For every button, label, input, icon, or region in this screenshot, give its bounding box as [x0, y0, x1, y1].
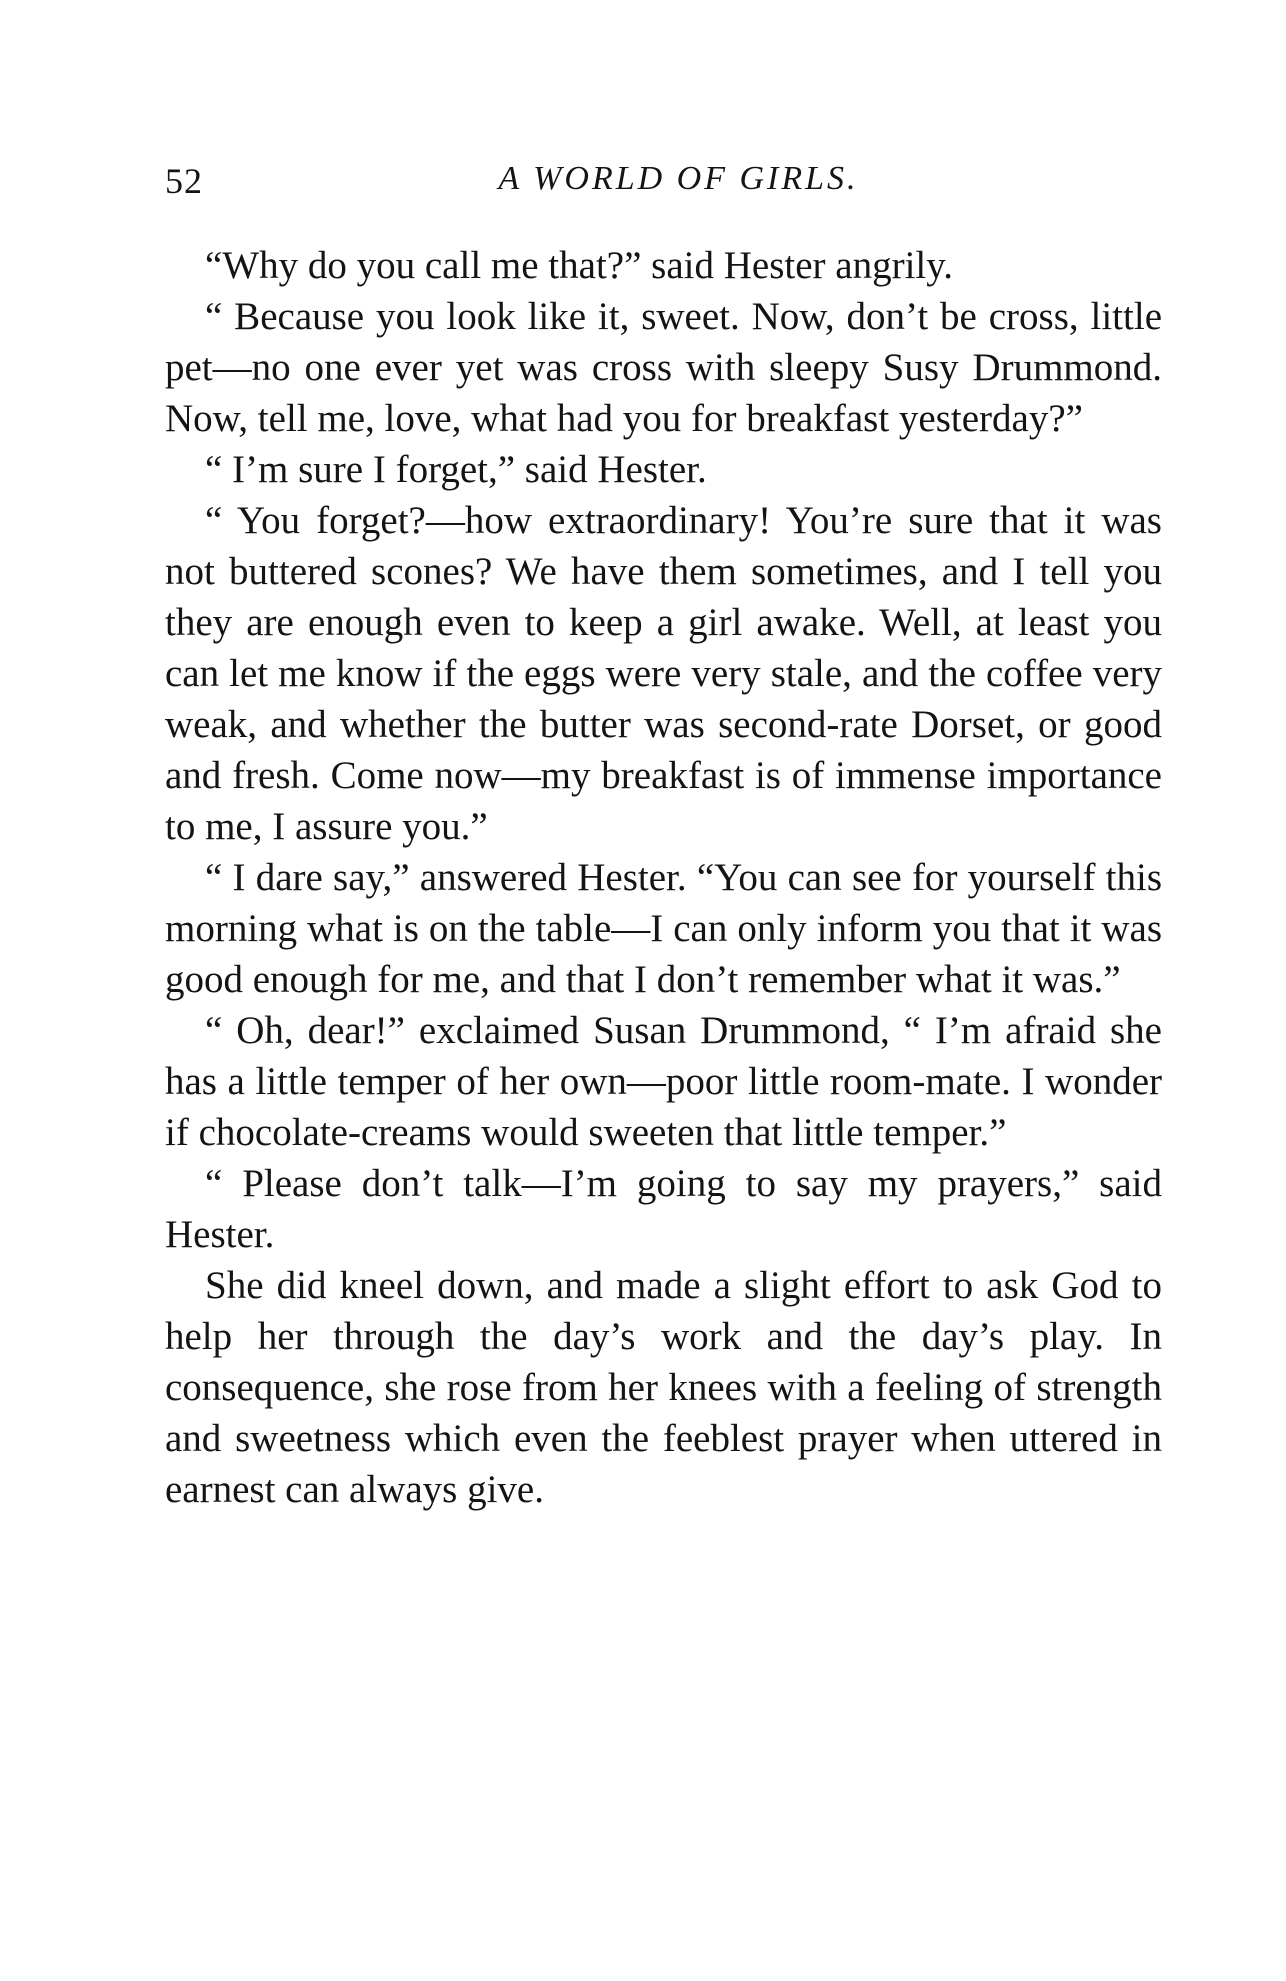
body-text	[165, 240, 1162, 1515]
paragraph: “ Please don’t talk—I’m going to say my prayers,” said Hester.	[165, 1162, 1162, 1256]
paragraph: “ I dare say,” answered Hester. “You can see for yourself this morning what is on the table—I can only inform you that it was good enough for me, and that I don’t remember what it was.”	[165, 856, 1162, 1001]
paragraph: “ Because you look like it, sweet. Now, don’t be cross, little pet—no one ever yet was cross with sleepy Susy Drummond. Now, tell me, love, what had you for breakfast yesterday?”	[165, 295, 1162, 440]
page-header	[165, 160, 1162, 208]
paragraph: “ I’m sure I forget,” said Hester.	[205, 448, 707, 491]
paragraph: “Why do you call me that?” said Hester angrily.	[205, 244, 953, 287]
paragraph: She did kneel down, and made a slight effort to ask God to help her through the day’s work and the day’s play. In consequence, she rose from her knees with a feeling of strength and sweetness which even the feeblest prayer when uttered in earnest can always give.	[165, 1264, 1162, 1511]
page-number: 52	[165, 161, 203, 201]
running-title: A WORLD OF GIRLS.	[498, 160, 859, 197]
paragraph: “ You forget?—how extraordinary! You’re sure that it was not buttered scones? We have them sometimes, and I tell you they are enough even to keep a girl awake. Well, at least you can let me know if the eggs were very stale, and the coffee very weak, and whether the butter was second-rate Dorset, or good and fresh. Come now—my breakfast is of immense importance to me, I assure you.”	[165, 499, 1162, 848]
paragraph: “ Oh, dear!” exclaimed Susan Drummond, “ I’m afraid she has a little temper of her own—poor little room-mate. I wonder if chocolate-creams would sweeten that little temper.”	[165, 1009, 1162, 1154]
